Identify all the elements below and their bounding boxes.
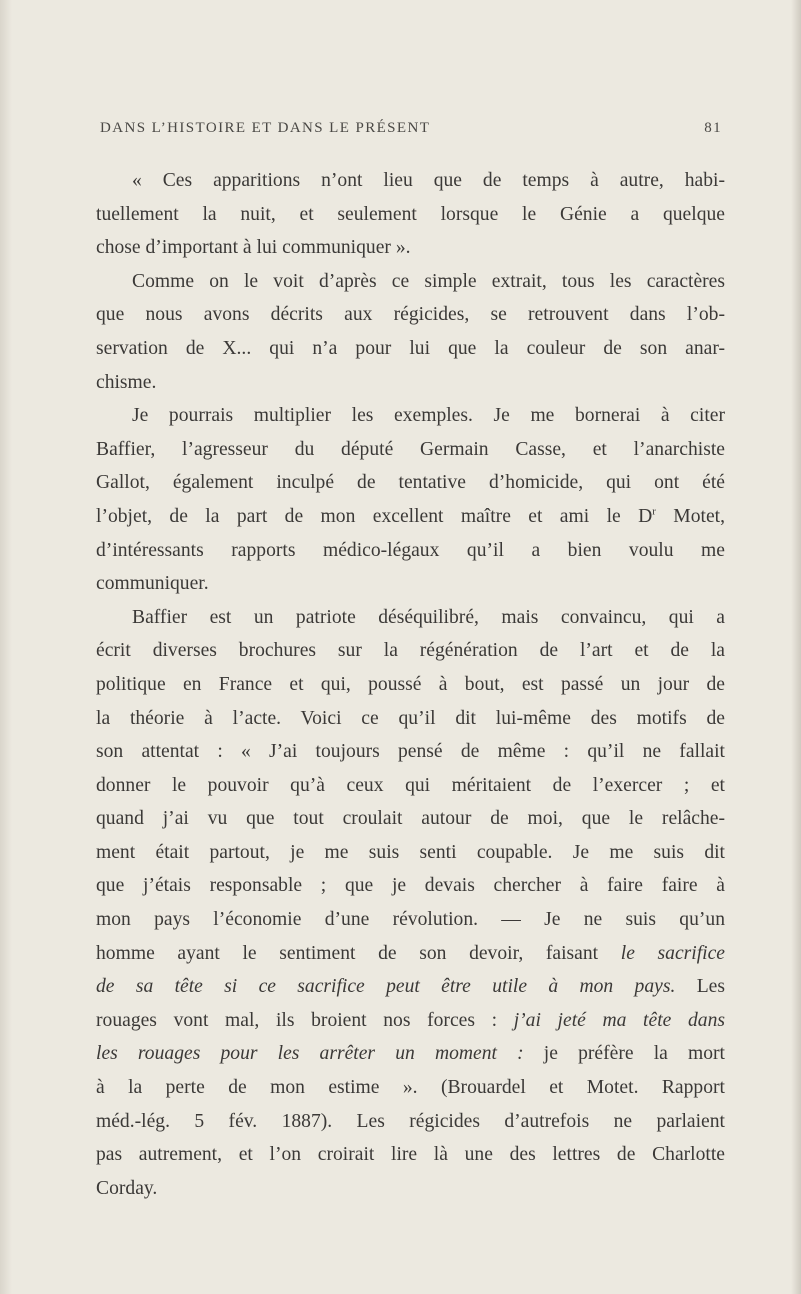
text-line: à la perte de mon estime ». (Brouardel et Motet. Rapport xyxy=(96,1077,725,1099)
italic-phrase: de sa tête si ce sacrifice peut être utile à mon pays. xyxy=(96,976,676,998)
text-line: que nous avons décrits aux régicides, se retrouvent dans l’ob- xyxy=(96,304,725,326)
line-part: rouages vont mal, ils broient nos forces : xyxy=(96,1009,514,1031)
italic-phrase: j’ai jeté ma tête dans xyxy=(513,1009,725,1031)
text-line: son attentat : « J’ai toujours pensé de même : qu’il ne fallait xyxy=(96,741,725,763)
doctor-superscript: r xyxy=(652,505,656,518)
text-line xyxy=(96,1037,725,1071)
text-line: tuellement la nuit, et seulement lorsque le Génie a quelque xyxy=(96,203,725,225)
line-part: Motet, xyxy=(655,505,726,527)
line-part: l’objet, de la part de mon excellent maître et ami le D xyxy=(96,505,653,527)
line-part: homme ayant le sentiment de son devoir, faisant xyxy=(96,942,621,964)
text-line: chose d’important à lui communiquer ». xyxy=(96,237,411,259)
italic-phrase: le sacrifice xyxy=(620,942,725,964)
italic-phrase: les rouages pour les arrêter un moment : xyxy=(96,1043,524,1065)
text-line: quand j’ai vu que tout croulait autour de moi, que le relâche- xyxy=(96,808,725,830)
text-line: Comme on le voit d’après ce simple extrait, tous les caractères xyxy=(132,270,725,292)
text-line: ment était partout, je me suis senti coupable. Je me suis dit xyxy=(96,841,725,863)
body-text xyxy=(96,164,725,1205)
text-line xyxy=(96,970,725,1004)
text-line: méd.-lég. 5 fév. 1887). Les régicides d’autrefois ne parlaient xyxy=(96,1110,725,1132)
text-line: Corday. xyxy=(96,1177,158,1199)
page-left-edge xyxy=(0,0,12,1294)
text-line: Baffier est un patriote déséquilibré, mais convaincu, qui a xyxy=(132,606,725,628)
text-line: Gallot, également inculpé de tentative d’homicide, qui ont été xyxy=(96,472,725,494)
text-line: Je pourrais multiplier les exemples. Je me bornerai à citer xyxy=(132,405,725,427)
text-line: mon pays l’économie d’une révolution. — Je ne suis qu’un xyxy=(96,909,725,931)
page-right-edge xyxy=(791,0,801,1294)
text-line: chisme. xyxy=(96,371,157,393)
text-line: écrit diverses brochures sur la régénération de l’art et de la xyxy=(96,640,725,662)
text-line: communiquer. xyxy=(96,573,209,595)
text-line: que j’étais responsable ; que je devais chercher à faire faire à xyxy=(96,875,725,897)
text-line: la théorie à l’acte. Voici ce qu’il dit lui-même des motifs de xyxy=(96,707,725,729)
line-part: je préfère la mort xyxy=(523,1043,725,1065)
text-line: d’intéressants rapports médico-légaux qu’il a bien voulu me xyxy=(96,539,725,561)
page-number: 81 xyxy=(704,120,722,136)
text-line: Baffier, l’agresseur du député Germain Casse, et l’anarchiste xyxy=(96,438,725,460)
page-header xyxy=(100,120,722,144)
text-line xyxy=(96,500,725,534)
text-line: servation de X... qui n’a pour lui que la couleur de son anar- xyxy=(96,337,725,359)
text-line xyxy=(96,937,725,971)
text-line: pas autrement, et l’on croirait lire là une des lettres de Charlotte xyxy=(96,1144,725,1166)
text-line xyxy=(96,1004,725,1038)
running-title: DANS L’HISTOIRE ET DANS LE PRÉSENT xyxy=(100,120,431,136)
text-line: « Ces apparitions n’ont lieu que de temps à autre, habi- xyxy=(132,170,725,191)
text-line: donner le pouvoir qu’à ceux qui méritaient de l’exercer ; et xyxy=(96,774,725,796)
text-line: politique en France et qui, poussé à bout, est passé un jour de xyxy=(96,673,725,695)
line-part: Les xyxy=(696,976,725,998)
